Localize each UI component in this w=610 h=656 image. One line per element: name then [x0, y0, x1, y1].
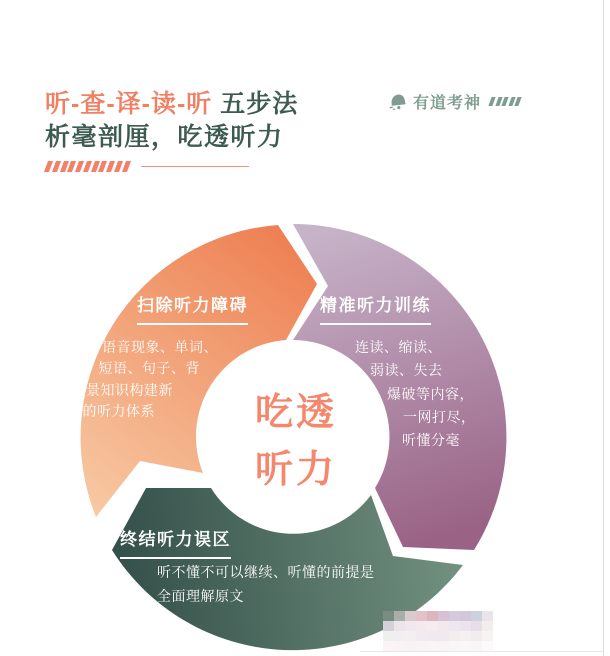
text-line: 短语、句子、背 — [98, 360, 200, 377]
text-line: 的听力体系 — [82, 402, 155, 419]
brand-name: 有道考神 — [413, 95, 482, 112]
mosaic-cell — [405, 621, 416, 631]
mosaic-cell — [427, 611, 438, 621]
text-line: 连读、缩读、 — [355, 339, 442, 355]
mosaic-cell — [405, 631, 416, 641]
page-bottom-line — [360, 651, 603, 652]
mosaic-cell — [427, 621, 438, 631]
text-line: 听不懂不可以继续、听懂的前提是 — [157, 564, 375, 580]
mosaic-cell — [383, 641, 394, 651]
segment-text-precise-training — [340, 336, 500, 452]
mosaic-cell — [405, 641, 416, 651]
mosaic-cell — [449, 631, 460, 641]
title-accent-part: 听-查-译-读-听 — [45, 90, 213, 118]
mosaic-cell — [394, 631, 405, 641]
text-line: 语音现象、单词、 — [102, 339, 218, 355]
text-line: 爆破等内容， — [387, 385, 474, 402]
mosaic-cell — [427, 641, 438, 651]
mosaic-cell — [383, 631, 394, 641]
mosaic-cell — [427, 631, 438, 641]
center-label-line2: 听力 — [254, 449, 337, 491]
page-edge-line — [603, 0, 604, 656]
mosaic-cell — [416, 621, 427, 631]
mosaic-cell — [471, 641, 482, 651]
mosaic-cell — [471, 621, 482, 631]
mosaic-cell — [438, 631, 449, 641]
mosaic-cell — [394, 621, 405, 631]
mosaic-cell — [394, 611, 405, 621]
mosaic-cell — [471, 611, 482, 621]
mosaic-cell — [438, 621, 449, 631]
segment-title-clear-obstacles: 扫除听力障碍 — [137, 291, 248, 325]
text-line: 景知识构建新 — [86, 381, 173, 398]
segment-title-end-misconceptions: 终结听力误区 — [120, 525, 231, 559]
mosaic-cell — [405, 611, 416, 621]
mosaic-cell — [460, 641, 471, 651]
segment-text-clear-obstacles — [58, 337, 220, 422]
mosaic-cell — [383, 611, 394, 621]
mosaic-cell — [460, 631, 471, 641]
mosaic-cell — [482, 641, 493, 651]
mosaic-cell — [482, 611, 493, 621]
mosaic-cell — [416, 641, 427, 651]
wheel-center-label — [228, 385, 364, 499]
mosaic-cell — [482, 621, 493, 631]
center-label-line1: 吃透 — [254, 392, 337, 434]
text-line: 一网打尽， — [403, 408, 476, 425]
mosaic-cell — [394, 641, 405, 651]
mosaic-cell — [449, 621, 460, 631]
mosaic-cell — [438, 641, 449, 651]
mosaic-cell — [416, 631, 427, 641]
mosaic-cell — [449, 611, 460, 621]
page-subtitle: 析毫剖厘，吃透听力 — [45, 123, 284, 151]
mosaic-cell — [460, 611, 471, 621]
mosaic-cell — [471, 631, 482, 641]
text-line: 全面理解原文 — [157, 587, 244, 604]
text-line: 弱读、失去 — [370, 362, 443, 379]
text-line: 听懂分毫 — [402, 432, 460, 449]
mosaic-cell — [416, 611, 427, 621]
mosaic-cell — [449, 641, 460, 651]
title-suffix-part: 五步法 — [212, 90, 299, 118]
segment-title-precise-training: 精准听力训练 — [320, 291, 431, 325]
mosaic-cell — [460, 621, 471, 631]
mosaic-cell — [438, 611, 449, 621]
mosaic-cell — [383, 621, 394, 631]
segment-text-end-misconceptions — [157, 561, 407, 608]
pixelated-watermark — [383, 611, 493, 651]
mosaic-cell — [482, 631, 493, 641]
